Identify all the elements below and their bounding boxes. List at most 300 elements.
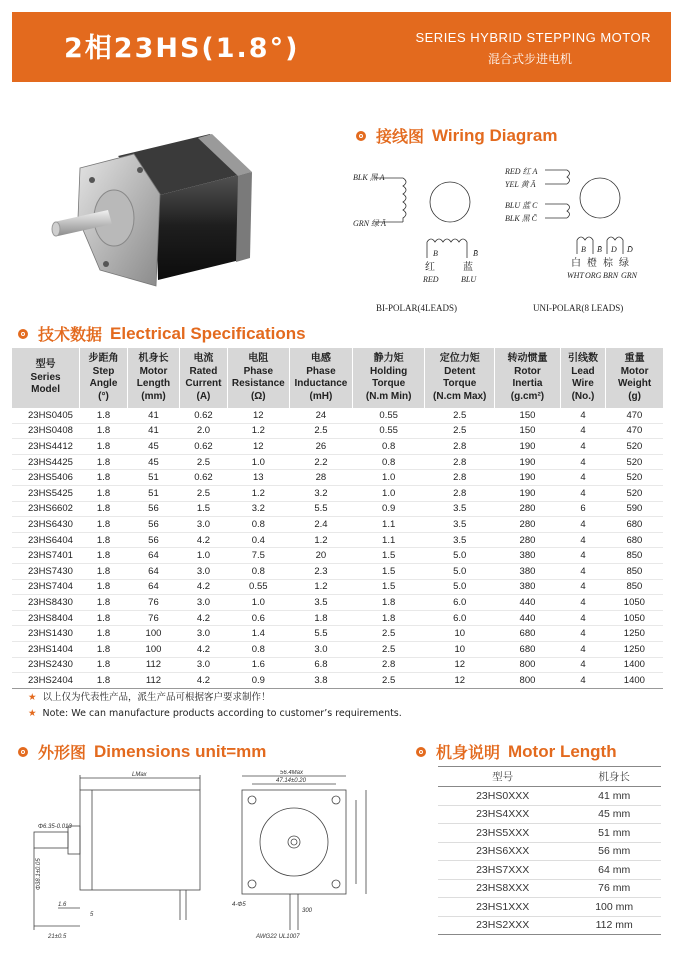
table-cell: 1.8 (80, 501, 128, 517)
header-banner (12, 12, 671, 82)
table-cell: 470 (606, 408, 663, 423)
table-cell: 64 (127, 548, 179, 564)
table-cell: 0.55 (353, 423, 425, 439)
table-cell: 4 (560, 454, 606, 470)
table-cell: 4 (560, 423, 606, 439)
table-cell: 2.5 (180, 454, 228, 470)
table-cell: 1.2 (227, 485, 289, 501)
table-cell: 1.8 (80, 626, 128, 642)
table-cell: 3.5 (425, 517, 495, 533)
table-cell: 41 (127, 408, 179, 423)
notes (28, 690, 402, 722)
table-cell: 1.4 (227, 626, 289, 642)
table-cell: 1250 (606, 641, 663, 657)
table-cell: 4 (560, 673, 606, 689)
table-cell: 10 (425, 641, 495, 657)
table-cell: 0.4 (227, 532, 289, 548)
length-value-cell: 112 mm (567, 916, 661, 935)
table-cell: 850 (606, 563, 663, 579)
svg-text:1.6: 1.6 (58, 902, 67, 908)
table-cell: 190 (495, 454, 561, 470)
table-cell: 100 (127, 641, 179, 657)
svg-text:B: B (581, 245, 586, 254)
table-cell: 3.2 (289, 485, 352, 501)
table-cell: 23HS6404 (12, 532, 80, 548)
table-cell: 800 (495, 657, 561, 673)
table-cell: 1050 (606, 595, 663, 611)
table-row (12, 454, 663, 470)
length-row (438, 842, 661, 861)
table-cell: 28 (289, 470, 352, 486)
table-cell: 3.0 (180, 657, 228, 673)
table-cell: 3.0 (289, 641, 352, 657)
svg-text:BLU: BLU (461, 275, 477, 284)
table-cell: 520 (606, 470, 663, 486)
table-cell: 1250 (606, 626, 663, 642)
table-cell: 6.0 (425, 595, 495, 611)
motor-length-table (438, 766, 661, 935)
table-cell: 64 (127, 563, 179, 579)
length-value-cell: 76 mm (567, 879, 661, 898)
length-value-cell: 56 mm (567, 842, 661, 861)
table-cell: 23HS1430 (12, 626, 80, 642)
table-cell: 0.8 (227, 517, 289, 533)
table-row (12, 657, 663, 673)
table-row (12, 626, 663, 642)
svg-text:21±0.5: 21±0.5 (48, 934, 67, 940)
length-model-cell: 23HS8XXX (438, 879, 567, 898)
table-cell: 680 (495, 641, 561, 657)
table-cell: 440 (495, 595, 561, 611)
table-cell: 3.0 (180, 563, 228, 579)
table-cell: 1.5 (180, 501, 228, 517)
table-cell: 45 (127, 439, 179, 455)
table-cell: 1.8 (80, 641, 128, 657)
table-cell: 0.9 (227, 673, 289, 689)
heading-bullet-icon (356, 131, 366, 141)
table-cell: 520 (606, 454, 663, 470)
table-row (12, 610, 663, 626)
table-cell: 64 (127, 579, 179, 595)
table-cell: 0.8 (227, 641, 289, 657)
table-cell: 4 (560, 470, 606, 486)
table-cell: 1.0 (353, 470, 425, 486)
unipolar-caption: UNI-POLAR(8 LEADS) (533, 303, 624, 313)
table-cell: 3.0 (180, 595, 228, 611)
length-row (438, 879, 661, 898)
table-cell: 2.5 (353, 626, 425, 642)
table-cell: 2.8 (425, 454, 495, 470)
table-cell: 150 (495, 408, 561, 423)
svg-text:WHT: WHT (567, 271, 584, 280)
spec-column-header: 电感 Phase Inductance (mH) (289, 348, 352, 408)
svg-text:56.4Max: 56.4Max (280, 770, 304, 776)
table-cell: 23HS8430 (12, 595, 80, 611)
table-cell: 280 (495, 501, 561, 517)
table-cell: 1.8 (80, 579, 128, 595)
table-cell: 2.2 (289, 454, 352, 470)
table-cell: 1.8 (80, 532, 128, 548)
table-cell: 2.5 (289, 423, 352, 439)
table-cell: 4 (560, 610, 606, 626)
table-cell: 1.0 (180, 548, 228, 564)
table-cell: 1.1 (353, 517, 425, 533)
table-cell: 4 (560, 626, 606, 642)
page-title: 2相23HS(1.8°) (64, 33, 300, 64)
length-row (438, 787, 661, 806)
table-cell: 26 (289, 439, 352, 455)
table-cell: 1.8 (80, 657, 128, 673)
motor-length-heading: 机身说明 Motor Length (416, 740, 617, 763)
series-subtitle-cn: 混合式步进电机 (487, 52, 572, 66)
table-cell: 3.5 (425, 501, 495, 517)
table-cell: 6.8 (289, 657, 352, 673)
svg-text:300: 300 (302, 908, 313, 914)
table-cell: 13 (227, 470, 289, 486)
table-row (12, 485, 663, 501)
spec-column-header: 重量 Motor Weight (g) (606, 348, 663, 408)
table-cell: 4.2 (180, 532, 228, 548)
table-cell: 520 (606, 439, 663, 455)
table-cell: 280 (495, 532, 561, 548)
table-cell: 190 (495, 439, 561, 455)
table-cell: 2.8 (425, 470, 495, 486)
table-row (12, 563, 663, 579)
motor-photo (50, 120, 280, 300)
table-cell: 380 (495, 563, 561, 579)
table-cell: 1.8 (353, 610, 425, 626)
table-cell: 4 (560, 439, 606, 455)
svg-text:4-Φ5: 4-Φ5 (232, 902, 246, 908)
table-cell: 56 (127, 532, 179, 548)
table-cell: 1.5 (353, 579, 425, 595)
table-cell: 23HS2404 (12, 673, 80, 689)
bipolar-caption: BI-POLAR(4LEADS) (376, 303, 457, 313)
wiring-diagram (345, 160, 655, 320)
table-cell: 23HS1404 (12, 641, 80, 657)
star-icon: ★ (28, 708, 37, 719)
length-row (438, 824, 661, 843)
table-row (12, 595, 663, 611)
table-cell: 4 (560, 517, 606, 533)
table-cell: 1.8 (80, 439, 128, 455)
table-cell: 0.9 (353, 501, 425, 517)
length-value-cell: 100 mm (567, 898, 661, 917)
length-table-header-model: 型号 (438, 767, 567, 787)
table-cell: 23HS4412 (12, 439, 80, 455)
table-cell: 24 (289, 408, 352, 423)
svg-text:绿: 绿 (619, 258, 629, 269)
length-value-cell: 41 mm (567, 787, 661, 806)
table-cell: 4.2 (180, 610, 228, 626)
table-cell: 41 (127, 423, 179, 439)
table-cell: 1.8 (80, 454, 128, 470)
svg-text:B: B (433, 249, 438, 258)
spec-column-header: 转动惯量 Rotor Inertia (g.cm²) (495, 348, 561, 408)
svg-text:棕: 棕 (603, 258, 613, 269)
table-row (12, 439, 663, 455)
table-cell: 190 (495, 470, 561, 486)
table-cell: 2.5 (425, 423, 495, 439)
table-row (12, 408, 663, 423)
table-cell: 1.0 (353, 485, 425, 501)
table-cell: 56 (127, 501, 179, 517)
table-cell: 5.0 (425, 563, 495, 579)
table-cell: 23HS0405 (12, 408, 80, 423)
table-cell: 4 (560, 657, 606, 673)
table-cell: 51 (127, 485, 179, 501)
table-cell: 1.5 (353, 563, 425, 579)
table-cell: 4 (560, 579, 606, 595)
table-cell: 1050 (606, 610, 663, 626)
length-value-cell: 51 mm (567, 824, 661, 843)
table-cell: 440 (495, 610, 561, 626)
dimensions-heading: 外形图 Dimensions unit=mm (18, 740, 266, 763)
svg-text:RED 红 A: RED 红 A (505, 167, 538, 176)
svg-text:BRN: BRN (603, 271, 619, 280)
table-cell: 5.5 (289, 626, 352, 642)
table-cell: 56 (127, 517, 179, 533)
svg-text:Φ38.1±0.05: Φ38.1±0.05 (36, 858, 42, 890)
svg-text:AWG22 UL1007: AWG22 UL1007 (256, 934, 300, 940)
table-cell: 4 (560, 485, 606, 501)
spec-column-header: 引线数 Lead Wire (No.) (560, 348, 606, 408)
table-cell: 1.2 (227, 423, 289, 439)
table-cell: 520 (606, 485, 663, 501)
table-cell: 380 (495, 548, 561, 564)
table-cell: 2.8 (425, 439, 495, 455)
spec-column-header: 静力矩 Holding Torque (N.m Min) (353, 348, 425, 408)
length-row (438, 898, 661, 917)
table-cell: 23HS8404 (12, 610, 80, 626)
spec-column-header: 电阻 Phase Resistance (Ω) (227, 348, 289, 408)
dimension-drawing (30, 770, 375, 945)
table-cell: 1.2 (289, 532, 352, 548)
table-cell: 1.8 (80, 517, 128, 533)
table-cell: 6 (560, 501, 606, 517)
table-cell: 1.8 (80, 673, 128, 689)
table-cell: 0.62 (180, 408, 228, 423)
svg-text:D̄: D̄ (627, 245, 633, 254)
table-cell: 1.8 (80, 563, 128, 579)
table-cell: 1.8 (353, 595, 425, 611)
spec-column-header: 型号 Series Model (12, 348, 80, 408)
table-cell: 76 (127, 595, 179, 611)
table-cell: 10 (425, 626, 495, 642)
table-cell: 1.5 (353, 548, 425, 564)
table-cell: 4 (560, 408, 606, 423)
table-cell: 51 (127, 470, 179, 486)
table-cell: 20 (289, 548, 352, 564)
table-cell: 5.0 (425, 548, 495, 564)
table-cell: 0.8 (353, 439, 425, 455)
table-cell: 23HS6430 (12, 517, 80, 533)
svg-text:蓝: 蓝 (463, 262, 473, 273)
table-cell: 190 (495, 485, 561, 501)
table-cell: 12 (425, 657, 495, 673)
table-cell: 2.5 (353, 673, 425, 689)
table-cell: 1.1 (353, 532, 425, 548)
length-model-cell: 23HS0XXX (438, 787, 567, 806)
heading-bullet-icon (416, 747, 426, 757)
series-subtitle-en: SERIES HYBRID STEPPING MOTOR (415, 30, 651, 45)
table-cell: 1.8 (80, 485, 128, 501)
table-cell: 112 (127, 673, 179, 689)
table-cell: 112 (127, 657, 179, 673)
table-row (12, 517, 663, 533)
table-cell: 23HS5406 (12, 470, 80, 486)
table-row (12, 548, 663, 564)
table-cell: 2.8 (425, 485, 495, 501)
table-cell: 4.2 (180, 579, 228, 595)
table-cell: 100 (127, 626, 179, 642)
table-cell: 1.6 (227, 657, 289, 673)
svg-text:LMax: LMax (132, 772, 147, 778)
table-cell: 23HS4425 (12, 454, 80, 470)
table-cell: 12 (227, 439, 289, 455)
table-cell: 4 (560, 595, 606, 611)
table-cell: 2.4 (289, 517, 352, 533)
svg-text:GRN: GRN (621, 271, 637, 280)
svg-text:Φ6.35-0.013: Φ6.35-0.013 (38, 824, 72, 830)
length-row (438, 916, 661, 935)
table-cell: 3.5 (425, 532, 495, 548)
table-cell: 4.2 (180, 673, 228, 689)
svg-text:RED: RED (423, 275, 439, 284)
table-cell: 23HS2430 (12, 657, 80, 673)
table-cell: 23HS7430 (12, 563, 80, 579)
table-row (12, 501, 663, 517)
svg-text:B̄: B̄ (597, 245, 602, 254)
svg-text:ORG: ORG (585, 271, 602, 280)
table-cell: 380 (495, 579, 561, 595)
spec-column-header: 机身长 Motor Length (mm) (127, 348, 179, 408)
spec-column-header: 步距角 Step Angle (°) (80, 348, 128, 408)
length-row (438, 861, 661, 880)
svg-text:红: 红 (425, 262, 435, 273)
table-row (12, 641, 663, 657)
table-row (12, 423, 663, 439)
table-cell: 1.8 (80, 548, 128, 564)
table-cell: 23HS0408 (12, 423, 80, 439)
table-row (12, 673, 663, 689)
heading-bullet-icon (18, 329, 28, 339)
table-cell: 23HS7404 (12, 579, 80, 595)
length-row (438, 805, 661, 824)
table-cell: 0.55 (353, 408, 425, 423)
length-table-header-length: 机身长 (567, 767, 661, 787)
table-cell: 23HS6602 (12, 501, 80, 517)
electrical-specs-table (12, 348, 663, 689)
wiring-heading: 接线图 Wiring Diagram (356, 124, 558, 147)
table-cell: 12 (227, 408, 289, 423)
table-row (12, 532, 663, 548)
table-cell: 3.0 (180, 517, 228, 533)
length-value-cell: 45 mm (567, 805, 661, 824)
table-cell: 1.8 (80, 610, 128, 626)
table-cell: 4.2 (180, 641, 228, 657)
table-cell: 6.0 (425, 610, 495, 626)
table-cell: 76 (127, 610, 179, 626)
table-cell: 590 (606, 501, 663, 517)
table-cell: 1.8 (80, 423, 128, 439)
note-cn: ★ 以上仅为代表性产品，派生产品可根据客户要求制作！ (28, 692, 271, 703)
table-cell: 2.8 (353, 657, 425, 673)
length-model-cell: 23HS1XXX (438, 898, 567, 917)
table-cell: 1.8 (80, 595, 128, 611)
unipolar-diagram (545, 170, 623, 254)
length-model-cell: 23HS4XXX (438, 805, 567, 824)
table-cell: 4 (560, 641, 606, 657)
table-cell: 3.8 (289, 673, 352, 689)
table-cell: 5.0 (425, 579, 495, 595)
table-cell: 680 (495, 626, 561, 642)
table-cell: 1400 (606, 673, 663, 689)
svg-text:YEL 黄 Ā: YEL 黄 Ā (505, 180, 536, 189)
table-cell: 0.55 (227, 579, 289, 595)
bipolar-diagram (375, 178, 470, 258)
table-cell: 0.62 (180, 470, 228, 486)
table-cell: 12 (425, 673, 495, 689)
table-cell: 850 (606, 579, 663, 595)
svg-text:B̄: B̄ (473, 249, 478, 258)
table-row (12, 579, 663, 595)
specs-heading: 技术数据 Electrical Specifications (18, 322, 306, 345)
svg-text:橙: 橙 (587, 258, 597, 269)
table-row (12, 470, 663, 486)
table-cell: 2.3 (289, 563, 352, 579)
spec-column-header: 电流 Rated Current (A) (180, 348, 228, 408)
svg-text:5: 5 (90, 912, 94, 918)
note-en: ★ Note: We can manufacture products according to customer’s requirements. (28, 708, 402, 719)
table-cell: 680 (606, 517, 663, 533)
table-cell: 3.5 (289, 595, 352, 611)
table-cell: 470 (606, 423, 663, 439)
table-cell: 3.0 (180, 626, 228, 642)
length-model-cell: 23HS6XXX (438, 842, 567, 861)
table-cell: 4 (560, 563, 606, 579)
length-model-cell: 23HS7XXX (438, 861, 567, 880)
length-model-cell: 23HS5XXX (438, 824, 567, 843)
svg-text:47.14±0.20: 47.14±0.20 (276, 778, 306, 784)
table-cell: 45 (127, 454, 179, 470)
table-cell: 4 (560, 532, 606, 548)
table-cell: 1400 (606, 657, 663, 673)
bipolar-label-a: BLK 黑 A (353, 173, 385, 182)
heading-bullet-icon (18, 747, 28, 757)
svg-text:BLU 蓝 C: BLU 蓝 C (505, 201, 538, 210)
table-cell: 0.6 (227, 610, 289, 626)
table-cell: 1.8 (289, 610, 352, 626)
table-cell: 0.62 (180, 439, 228, 455)
table-cell: 850 (606, 548, 663, 564)
table-cell: 800 (495, 673, 561, 689)
table-cell: 1.0 (227, 454, 289, 470)
spec-column-header: 定位力矩 Detent Torque (N.cm Max) (425, 348, 495, 408)
bipolar-label-a-bar: GRN 绿 Ā (353, 219, 386, 228)
svg-text:白: 白 (571, 258, 581, 269)
svg-text:D: D (611, 245, 617, 254)
table-cell: 1.8 (80, 408, 128, 423)
table-cell: 1.8 (80, 470, 128, 486)
table-cell: 680 (606, 532, 663, 548)
table-cell: 4 (560, 548, 606, 564)
table-cell: 280 (495, 517, 561, 533)
table-cell: 7.5 (227, 548, 289, 564)
table-cell: 5.5 (289, 501, 352, 517)
star-icon: ★ (28, 692, 37, 703)
svg-text:BLK 黑 C̄: BLK 黑 C̄ (505, 214, 538, 223)
